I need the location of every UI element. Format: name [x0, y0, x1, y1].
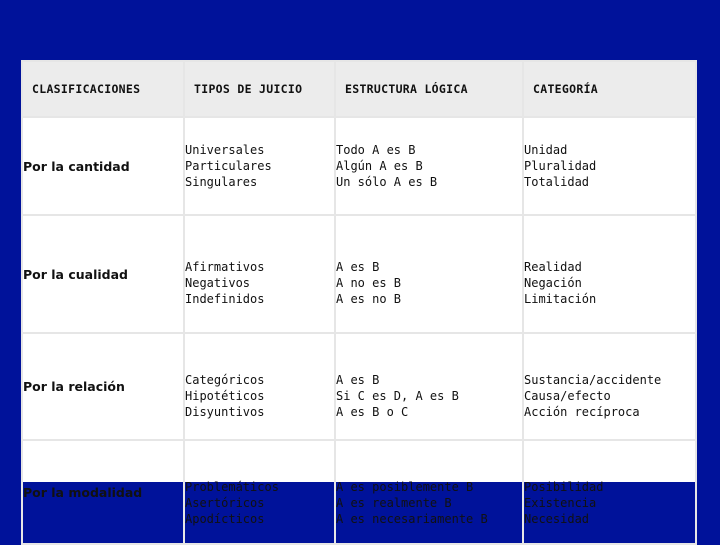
row-label: Por la relación — [22, 333, 184, 440]
table-row — [22, 440, 696, 544]
cell-line: A es B o C — [336, 404, 409, 419]
table-row — [22, 215, 696, 333]
estructura-cell — [335, 215, 523, 333]
cell-line: Realidad — [524, 260, 582, 274]
cell-line: Todo A es B — [336, 143, 416, 157]
cell-line: A es necesariamente B — [336, 511, 488, 526]
cell-line: Universales — [185, 143, 265, 157]
categoria-cell — [523, 440, 696, 544]
cell-line: A es posiblemente B — [336, 479, 474, 494]
cell-line: Hipotéticos — [185, 388, 265, 403]
estructura-cell — [335, 117, 523, 215]
table-row — [22, 333, 696, 440]
cell-line: Unidad — [524, 143, 568, 157]
tipos-cell — [184, 440, 335, 544]
header-tipos-de-juicio: TIPOS DE JUICIO — [184, 61, 335, 117]
classification-table — [21, 60, 697, 545]
table-row — [22, 117, 696, 215]
cell-line: A es realmente B — [336, 495, 452, 510]
row-label: Por la modalidad — [22, 440, 184, 544]
categoria-cell — [523, 333, 696, 440]
cell-line: Particulares — [185, 159, 272, 173]
cell-line: A no es B — [336, 276, 402, 290]
cell-line: Posibilidad — [524, 479, 604, 494]
estructura-cell — [335, 440, 523, 544]
cell-line: Existencia — [524, 495, 597, 510]
cell-line: Un sólo A es B — [336, 175, 438, 189]
cell-line: Negación — [524, 276, 582, 290]
cell-line: Problemáticos — [185, 479, 279, 494]
cell-line: Categóricos — [185, 372, 265, 387]
cell-line: Singulares — [185, 175, 258, 189]
cell-line: A es no B — [336, 292, 402, 306]
tipos-cell — [184, 333, 335, 440]
cell-line: Algún A es B — [336, 159, 423, 173]
header-categoria: CATEGORÍA — [523, 61, 696, 117]
tipos-cell — [184, 215, 335, 333]
row-label: Por la cantidad — [22, 117, 184, 215]
cell-line: Indefinidos — [185, 292, 265, 306]
categoria-cell — [523, 117, 696, 215]
cell-line: Pluralidad — [524, 159, 597, 173]
cell-line: Si C es D, A es B — [336, 388, 459, 403]
tipos-cell — [184, 117, 335, 215]
estructura-cell — [335, 333, 523, 440]
header-estructura-logica: ESTRUCTURA LÓGICA — [335, 61, 523, 117]
cell-line: Limitación — [524, 292, 597, 306]
cell-line: Necesidad — [524, 511, 590, 526]
cell-line: Apodícticos — [185, 511, 265, 526]
categoria-cell — [523, 215, 696, 333]
cell-line: Afirmativos — [185, 260, 265, 274]
cell-line: A es B — [336, 260, 380, 274]
cell-line: Acción recíproca — [524, 404, 640, 419]
cell-line: Negativos — [185, 276, 251, 290]
cell-line: Disyuntivos — [185, 404, 265, 419]
cell-line: Totalidad — [524, 175, 590, 189]
cell-line: A es B — [336, 372, 380, 387]
cell-line: Causa/efecto — [524, 388, 611, 403]
cell-line: Asertóricos — [185, 495, 265, 510]
classification-table-panel — [21, 60, 695, 526]
row-label: Por la cualidad — [22, 215, 184, 333]
header-row — [22, 61, 696, 117]
cell-line: Sustancia/accidente — [524, 372, 662, 387]
header-clasificaciones: CLASIFICACIONES — [22, 61, 184, 117]
